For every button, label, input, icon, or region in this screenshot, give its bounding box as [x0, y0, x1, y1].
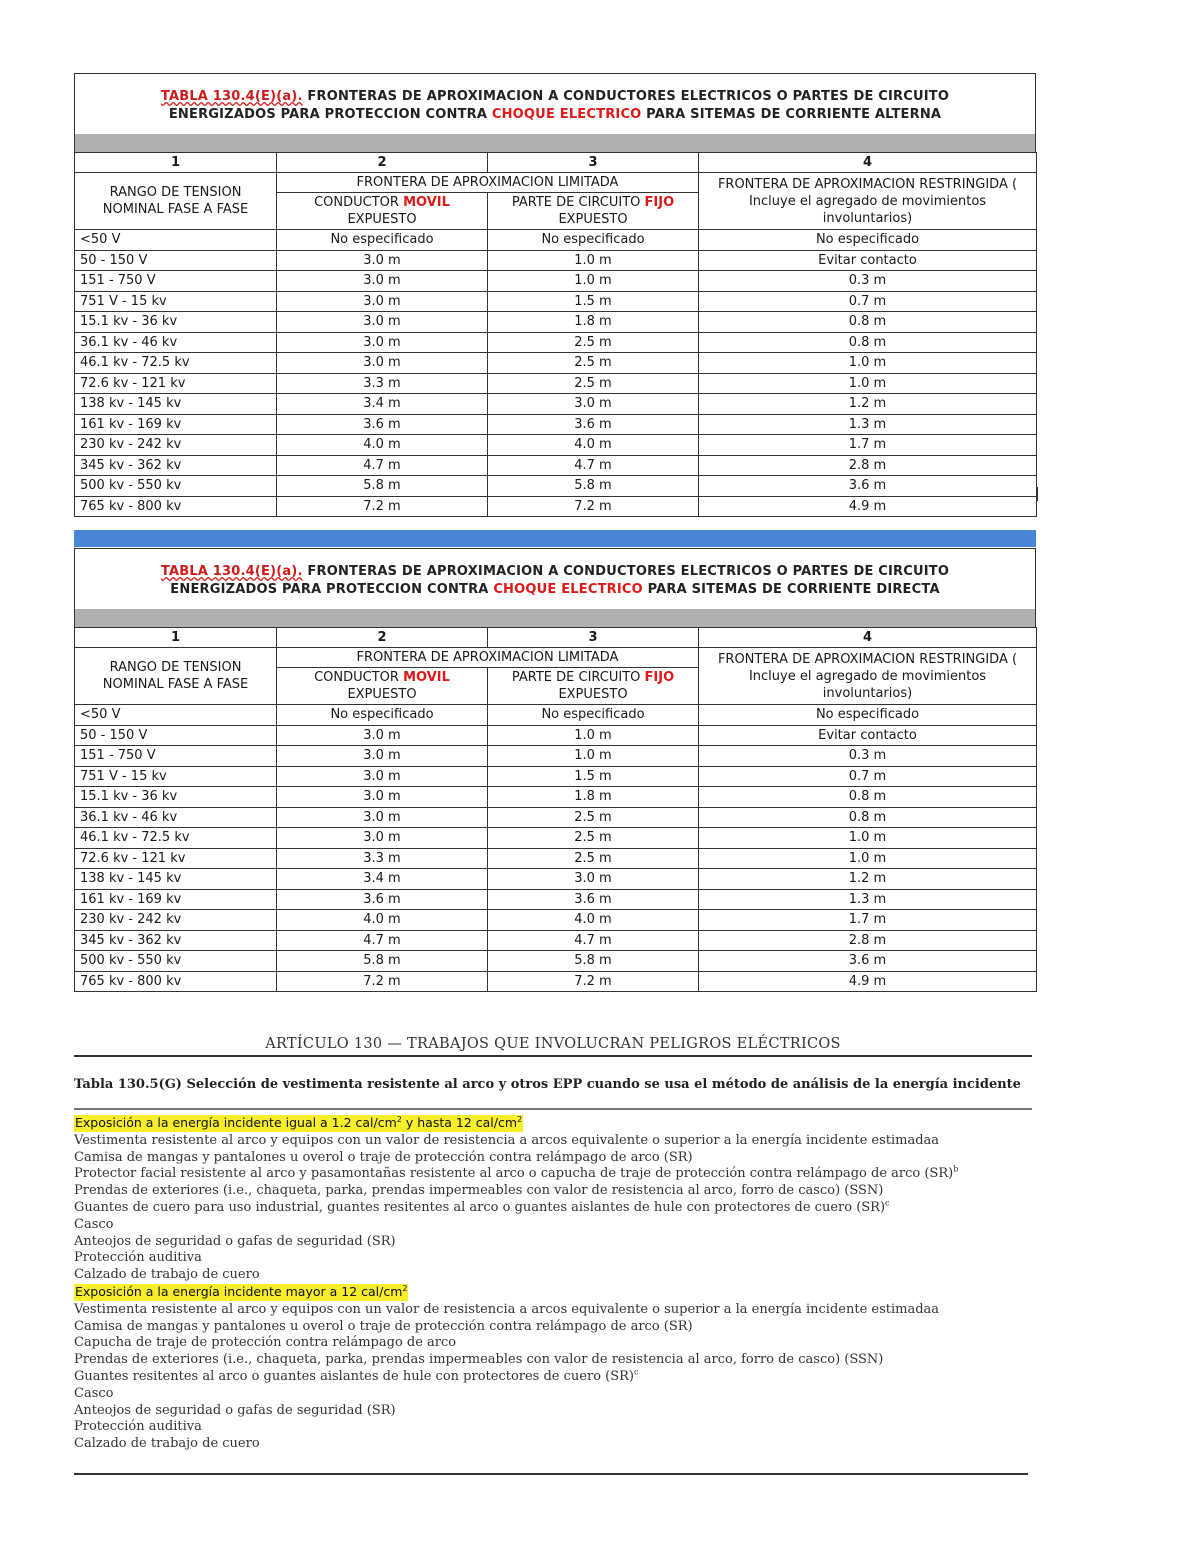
gray-divider: [74, 134, 1036, 152]
header-fixed-pre: PARTE DE CIRCUITO: [511, 195, 645, 210]
bottom-rule: [74, 1473, 1028, 1475]
ppe-item-text: Casco: [74, 1385, 114, 1401]
table-row: [75, 725, 1037, 746]
table-row: [75, 250, 1037, 271]
table-row: [75, 332, 1037, 353]
header-movable-emphasis: MOVIL: [403, 670, 450, 685]
ppe-item-text: Vestimenta resistente al arco y equipos con un valor de resistencia a arcos equivalente o superior a la energía incidente estimadaa: [74, 1132, 940, 1148]
table-cell: 7.2 m: [277, 496, 488, 517]
header-voltage-range: RANGO DE TENSION NOMINAL FASE A FASE: [75, 173, 277, 230]
table-cell: 2.8 m: [699, 930, 1037, 951]
ppe-item-text: Calzado de trabajo de cuero: [74, 1436, 260, 1452]
table-row: [75, 910, 1037, 931]
table-cell: 161 kv - 169 kv: [75, 889, 277, 910]
table-title-line2-end: PARA SITEMAS DE CORRIENTE DIRECTA: [642, 582, 940, 597]
ppe-item-text: Anteojos de seguridad o gafas de seguridad (SR): [74, 1233, 396, 1249]
table-cell: 2.8 m: [699, 455, 1037, 476]
table-cell: 765 kv - 800 kv: [75, 971, 277, 992]
table-row: [75, 766, 1037, 787]
table-cell: 3.6 m: [277, 414, 488, 435]
exposure-heading: [74, 1115, 1032, 1133]
table-cell: 2.5 m: [488, 332, 699, 353]
table-cell: 230 kv - 242 kv: [75, 910, 277, 931]
ppe-item: [74, 1150, 1032, 1167]
table-cell: 3.6 m: [699, 476, 1037, 497]
table-cell: 1.8 m: [488, 787, 699, 808]
table-cell: <50 V: [75, 705, 277, 726]
table-title: [74, 73, 1036, 134]
table-cell: 3.4 m: [277, 394, 488, 415]
table-cell: No especificado: [277, 705, 488, 726]
header-limited-boundary: FRONTERA DE APROXIMACION LIMITADA: [277, 173, 699, 193]
table-title-line2: ENERGIZADOS PARA PROTECCION CONTRA: [168, 107, 492, 122]
table-cell: 1.0 m: [699, 353, 1037, 374]
header-fixed-post: EXPUESTO: [558, 212, 628, 227]
ppe-item: [74, 1183, 1032, 1200]
header-movable-emphasis: MOVIL: [403, 195, 450, 210]
table-cell: 5.8 m: [277, 476, 488, 497]
table-cell: 1.0 m: [699, 373, 1037, 394]
header-restricted-boundary: FRONTERA DE APROXIMACION RESTRINGIDA ( Incluye el agregado de movimientos involuntarios): [699, 173, 1037, 230]
header-fixed-emphasis: FIJO: [644, 195, 675, 210]
table-row: [75, 312, 1037, 333]
table-cell: 7.2 m: [488, 971, 699, 992]
approach-boundary-table-dc: [74, 548, 1036, 992]
table-cell: Evitar contacto: [699, 725, 1037, 746]
ppe-item-text: Vestimenta resistente al arco y equipos con un valor de resistencia a arcos equivalente o superior a la energía incidente estimadaa: [74, 1301, 940, 1317]
table-cell: 36.1 kv - 46 kv: [75, 332, 277, 353]
table-cell: 0.7 m: [699, 766, 1037, 787]
ppe-item-text: Camisa de mangas y pantalones u overol o traje de protección contra relámpago de arco (SR): [74, 1149, 693, 1165]
ppe-item-text: Anteojos de seguridad o gafas de seguridad (SR): [74, 1402, 396, 1418]
table-cell: 3.6 m: [277, 889, 488, 910]
table-cell: No especificado: [488, 230, 699, 251]
table-row: [75, 746, 1037, 767]
ppe-item-text: Protección auditiva: [74, 1250, 202, 1266]
table-row: [75, 455, 1037, 476]
table-cell: 3.3 m: [277, 373, 488, 394]
table-row: [75, 271, 1037, 292]
table-cell: No especificado: [699, 230, 1037, 251]
ppe-item: [74, 1200, 1032, 1217]
header-fixed-circuit-part: [488, 193, 699, 230]
table-cell: 72.6 kv - 121 kv: [75, 848, 277, 869]
ppe-item: [74, 1302, 1032, 1319]
table-cell: 36.1 kv - 46 kv: [75, 807, 277, 828]
blue-separator: [74, 530, 1036, 547]
ppe-item-text: Protector facial resistente al arco y pasamontañas resistente al arco o capucha de traje de protección contra relámpago de arco (SR): [74, 1166, 954, 1182]
ppe-item-text: Camisa de mangas y pantalones u overol o traje de protección contra relámpago de arco (SR): [74, 1318, 693, 1334]
table-title-line1: FRONTERAS DE APROXIMACION A CONDUCTORES ELECTRICOS O PARTES DE CIRCUITO: [302, 89, 950, 104]
table-cell: 7.2 m: [488, 496, 699, 517]
table-cell: 151 - 750 V: [75, 271, 277, 292]
column-number: 3: [488, 628, 699, 648]
column-number: 2: [277, 628, 488, 648]
table-cell: 4.9 m: [699, 971, 1037, 992]
exposure-sup-2: 2: [517, 1114, 523, 1124]
table-cell: 3.4 m: [277, 869, 488, 890]
table-row: [75, 705, 1037, 726]
header-fixed-circuit-part: [488, 668, 699, 705]
table-reference: TABLA 130.4(E)(a).: [160, 564, 303, 579]
table-cell: 1.0 m: [699, 848, 1037, 869]
table-cell: 3.0 m: [277, 250, 488, 271]
table-cell: 0.8 m: [699, 312, 1037, 333]
table-row: [75, 889, 1037, 910]
table-cell: 3.0 m: [488, 869, 699, 890]
table-cell: 4.0 m: [277, 435, 488, 456]
table-cell: 3.6 m: [699, 951, 1037, 972]
header-movable-post: EXPUESTO: [347, 212, 417, 227]
table-cell: 0.8 m: [699, 807, 1037, 828]
ppe-item: [74, 1217, 1032, 1234]
ppe-item: [74, 1436, 1032, 1453]
table-cell: 3.0 m: [277, 271, 488, 292]
table-cell: 4.7 m: [277, 455, 488, 476]
exposure-highlight: [74, 1115, 523, 1132]
exposure-sup: 2: [396, 1114, 402, 1124]
table-row: [75, 414, 1037, 435]
table-cell: 138 kv - 145 kv: [75, 869, 277, 890]
column-number: 4: [699, 628, 1037, 648]
table-cell: 46.1 kv - 72.5 kv: [75, 353, 277, 374]
column-number-row: [75, 153, 1037, 173]
ppe-item-text: Capucha de traje de protección contra relámpago de arco: [74, 1335, 457, 1351]
table-cell: No especificado: [488, 705, 699, 726]
table-cell: 15.1 kv - 36 kv: [75, 787, 277, 808]
table-cell: 3.0 m: [488, 394, 699, 415]
table-title-emphasis: CHOQUE ELECTRICO: [493, 582, 643, 597]
table-cell: 1.5 m: [488, 291, 699, 312]
table-cell: 1.2 m: [699, 869, 1037, 890]
ppe-item: [74, 1133, 1032, 1150]
ppe-item-text: Prendas de exteriores (i.e., chaqueta, parka, prendas impermeables con valor de resistencia al arco, forro de casco) (SSN): [74, 1352, 884, 1368]
table-cell: 0.7 m: [699, 291, 1037, 312]
table-cell: 3.0 m: [277, 332, 488, 353]
table-cell: No especificado: [699, 705, 1037, 726]
article-heading: ARTÍCULO 130 — TRABAJOS QUE INVOLUCRAN PELIGROS ELÉCTRICOS: [74, 1036, 1032, 1057]
ppe-item: [74, 1386, 1032, 1403]
table-cell: 3.0 m: [277, 828, 488, 849]
ppe-item-text: Calzado de trabajo de cuero: [74, 1267, 260, 1283]
header-fixed-pre: PARTE DE CIRCUITO: [511, 670, 645, 685]
table-cell: 4.9 m: [699, 496, 1037, 517]
column-number: 1: [75, 153, 277, 173]
table-cell: 7.2 m: [277, 971, 488, 992]
table-reference: TABLA 130.4(E)(a).: [160, 89, 303, 104]
exposure-text-2: y hasta 12 cal/cm: [401, 1115, 518, 1130]
ppe-item-text: Prendas de exteriores (i.e., chaqueta, parka, prendas impermeables con valor de resistencia al arco, forro de casco) (SSN): [74, 1183, 884, 1199]
data-table: [74, 627, 1037, 992]
table-cell: 1.7 m: [699, 910, 1037, 931]
ppe-list: [74, 1115, 1032, 1453]
table-cell: 3.0 m: [277, 725, 488, 746]
table-cell: 0.3 m: [699, 746, 1037, 767]
table-cell: 0.8 m: [699, 787, 1037, 808]
table-cell: 4.7 m: [488, 455, 699, 476]
table-title-line1: FRONTERAS DE APROXIMACION A CONDUCTORES ELECTRICOS O PARTES DE CIRCUITO: [302, 564, 950, 579]
table-cell: 1.0 m: [488, 250, 699, 271]
table-row: [75, 394, 1037, 415]
table-cell: 3.0 m: [277, 353, 488, 374]
exposure-sup: 2: [402, 1283, 408, 1293]
table-cell: 3.0 m: [277, 766, 488, 787]
table-cell: 1.3 m: [699, 414, 1037, 435]
header-movable-conductor: [277, 193, 488, 230]
header-row: [75, 173, 1037, 193]
table-cell: 1.0 m: [488, 725, 699, 746]
table-cell: 3.0 m: [277, 291, 488, 312]
table-cell: 765 kv - 800 kv: [75, 496, 277, 517]
header-movable-pre: CONDUCTOR: [314, 670, 404, 685]
table-cell: 751 V - 15 kv: [75, 291, 277, 312]
column-number: 1: [75, 628, 277, 648]
table-cell: 4.0 m: [488, 435, 699, 456]
table-cell: 2.5 m: [488, 353, 699, 374]
approach-boundary-table-ac: [74, 73, 1036, 517]
table-title-line2-end: PARA SITEMAS DE CORRIENTE ALTERNA: [641, 107, 942, 122]
ppe-item: [74, 1419, 1032, 1436]
table-cell: 1.8 m: [488, 312, 699, 333]
edge-mark: [1036, 487, 1038, 501]
table-cell: 5.8 m: [277, 951, 488, 972]
table-title: [74, 548, 1036, 609]
ppe-item-text: Guantes de cuero para uso industrial, guantes resitentes al arco o guantes aislantes de hule con protectores de cuero (SR): [74, 1199, 886, 1215]
ppe-item-footnote: c: [634, 1367, 639, 1377]
header-row: [75, 648, 1037, 668]
table-title-emphasis: CHOQUE ELECTRICO: [491, 107, 642, 122]
table-cell: 4.7 m: [488, 930, 699, 951]
table-row: [75, 930, 1037, 951]
table-row: [75, 971, 1037, 992]
table-row: [75, 807, 1037, 828]
ppe-item: [74, 1319, 1032, 1336]
table-cell: 751 V - 15 kv: [75, 766, 277, 787]
table-row: [75, 230, 1037, 251]
header-limited-boundary: FRONTERA DE APROXIMACION LIMITADA: [277, 648, 699, 668]
header-movable-pre: CONDUCTOR: [314, 195, 404, 210]
table-cell: 1.2 m: [699, 394, 1037, 415]
header-movable-post: EXPUESTO: [347, 687, 417, 702]
table-cell: 1.0 m: [488, 746, 699, 767]
table-cell: 2.5 m: [488, 807, 699, 828]
table-cell: 72.6 kv - 121 kv: [75, 373, 277, 394]
table-cell: 500 kv - 550 kv: [75, 951, 277, 972]
table-cell: 50 - 150 V: [75, 725, 277, 746]
table-cell: 4.0 m: [277, 910, 488, 931]
table-cell: Evitar contacto: [699, 250, 1037, 271]
table-cell: 0.8 m: [699, 332, 1037, 353]
table-cell: 2.5 m: [488, 828, 699, 849]
table-cell: 5.8 m: [488, 476, 699, 497]
table-cell: 1.5 m: [488, 766, 699, 787]
ppe-item: [74, 1234, 1032, 1251]
table-cell: 3.0 m: [277, 807, 488, 828]
table-cell: 1.0 m: [488, 271, 699, 292]
table-cell: 1.7 m: [699, 435, 1037, 456]
exposure-text: Exposición a la energía incidente mayor a 12 cal/cm: [75, 1283, 403, 1299]
table-title-line2: ENERGIZADOS PARA PROTECCION CONTRA: [170, 582, 494, 597]
table-cell: 0.3 m: [699, 271, 1037, 292]
table-cell: 3.0 m: [277, 312, 488, 333]
column-number: 3: [488, 153, 699, 173]
ppe-item: [74, 1267, 1032, 1284]
table-cell: 15.1 kv - 36 kv: [75, 312, 277, 333]
header-fixed-emphasis: FIJO: [644, 670, 675, 685]
table-cell: 138 kv - 145 kv: [75, 394, 277, 415]
table-row: [75, 951, 1037, 972]
column-number: 4: [699, 153, 1037, 173]
ppe-item-footnote: c: [885, 1198, 890, 1208]
table-cell: 5.8 m: [488, 951, 699, 972]
exposure-highlight: [74, 1284, 408, 1301]
table-cell: 345 kv - 362 kv: [75, 930, 277, 951]
table-cell: 2.5 m: [488, 848, 699, 869]
ppe-item: [74, 1369, 1032, 1386]
table-cell: 161 kv - 169 kv: [75, 414, 277, 435]
table-cell: 4.7 m: [277, 930, 488, 951]
ppe-item: [74, 1352, 1032, 1369]
table-cell: <50 V: [75, 230, 277, 251]
exposure-text: Exposición a la energía incidente igual a 1.2 cal/cm: [75, 1115, 397, 1130]
table-row: [75, 828, 1037, 849]
table-cell: 3.0 m: [277, 787, 488, 808]
ppe-item-footnote: b: [953, 1165, 959, 1175]
column-number: 2: [277, 153, 488, 173]
header-fixed-post: EXPUESTO: [558, 687, 628, 702]
ppe-item-text: Protección auditiva: [74, 1419, 202, 1435]
table-cell: 3.3 m: [277, 848, 488, 869]
table-row: [75, 787, 1037, 808]
ppe-item: [74, 1166, 1032, 1183]
table-row: [75, 373, 1037, 394]
table-row: [75, 353, 1037, 374]
table-cell: 50 - 150 V: [75, 250, 277, 271]
table-row: [75, 435, 1037, 456]
header-restricted-boundary: FRONTERA DE APROXIMACION RESTRINGIDA ( Incluye el agregado de movimientos involuntarios): [699, 648, 1037, 705]
table-cell: 46.1 kv - 72.5 kv: [75, 828, 277, 849]
article-section: [74, 1036, 1032, 1453]
ppe-item-text: Guantes resitentes al arco o guantes aislantes de hule con protectores de cuero (SR): [74, 1368, 634, 1384]
data-table: [74, 152, 1037, 517]
table-cell: 3.0 m: [277, 746, 488, 767]
table-cell: 230 kv - 242 kv: [75, 435, 277, 456]
table-row: [75, 848, 1037, 869]
ppe-item: [74, 1335, 1032, 1352]
table-row: [75, 496, 1037, 517]
table-cell: 1.3 m: [699, 889, 1037, 910]
table-cell: 3.6 m: [488, 889, 699, 910]
exposure-heading: [74, 1284, 1032, 1302]
column-number-row: [75, 628, 1037, 648]
table-cell: 151 - 750 V: [75, 746, 277, 767]
table-row: [75, 476, 1037, 497]
table-cell: No especificado: [277, 230, 488, 251]
header-movable-conductor: [277, 668, 488, 705]
table-cell: 500 kv - 550 kv: [75, 476, 277, 497]
gray-divider: [74, 609, 1036, 627]
ppe-item: [74, 1403, 1032, 1420]
table-cell: 4.0 m: [488, 910, 699, 931]
ppe-item: [74, 1250, 1032, 1267]
table-cell: 345 kv - 362 kv: [75, 455, 277, 476]
table-cell: 2.5 m: [488, 373, 699, 394]
table-cell: 1.0 m: [699, 828, 1037, 849]
table-row: [75, 291, 1037, 312]
table-cell: 3.6 m: [488, 414, 699, 435]
ppe-item-text: Casco: [74, 1216, 114, 1232]
ppe-table-title: Tabla 130.5(G) Selección de vestimenta resistente al arco y otros EPP cuando se usa el método de análisis de la energía incidente: [74, 1076, 1032, 1110]
header-voltage-range: RANGO DE TENSION NOMINAL FASE A FASE: [75, 648, 277, 705]
table-row: [75, 869, 1037, 890]
